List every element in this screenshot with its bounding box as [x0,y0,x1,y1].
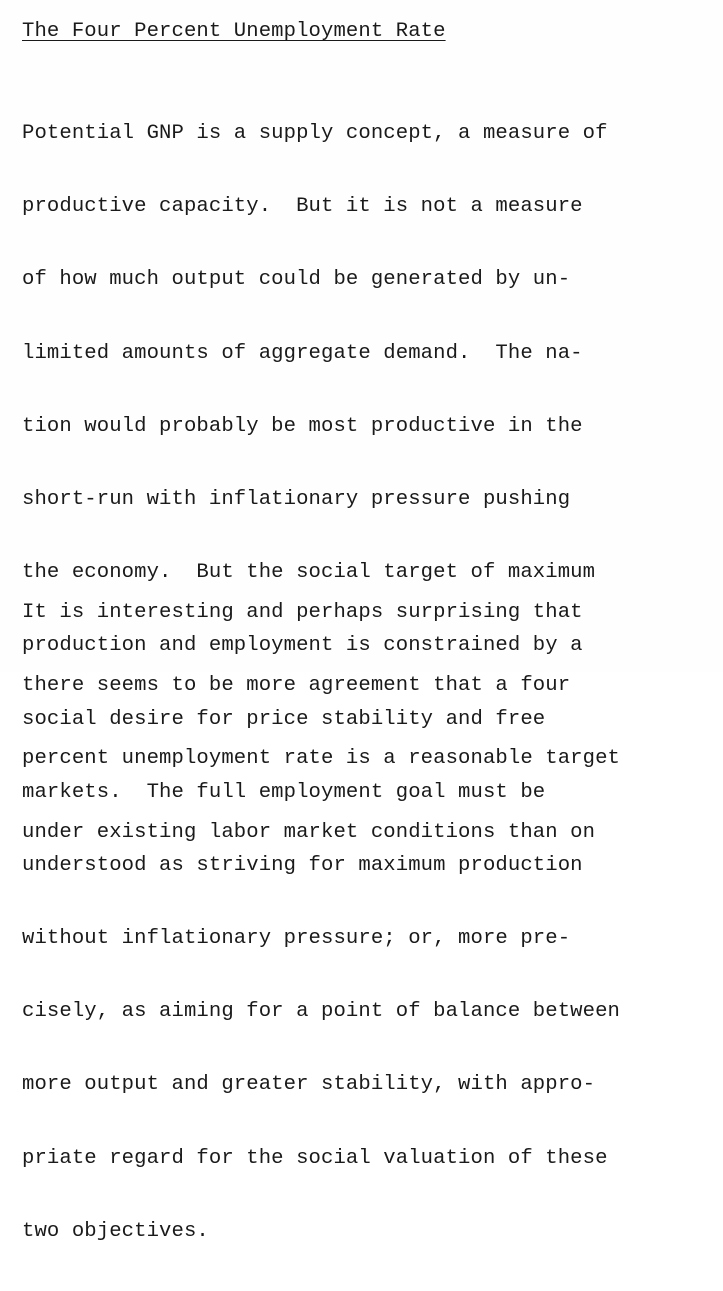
text-line: two objectives. [22,1219,209,1243]
text-line: there seems to be more agreement that a four [22,674,571,698]
paragraph-2 [22,553,620,892]
text-line: the economy. But the social target of maximum [22,561,596,585]
text-line: short-run with inflationary pressure pushing [22,487,571,511]
text-line: percent unemployment rate is a reasonable target [22,747,620,771]
text-line: productive capacity. But it is not a measure [22,195,583,219]
text-line: understood as striving for maximum production [22,853,583,877]
section-title: The Four Percent Unemployment Rate [22,20,446,43]
text-line: Potential GNP is a supply concept, a measure of [22,122,608,145]
text-line: tion would probably be most productive in the [22,414,583,438]
text-line: of how much output could be generated by un- [22,268,571,292]
text-line: under existing labor market conditions than on [22,820,596,844]
text-line: priate regard for the social valuation of these [22,1146,608,1170]
text-line: It is interesting and perhaps surprising that [22,601,583,624]
text-line: production and employment is constrained by a [22,634,583,658]
text-line: social desire for price stability and free [22,707,546,731]
text-line: cisely, as aiming for a point of balance between [22,1000,620,1024]
text-line: limited amounts of aggregate demand. The na- [22,341,583,365]
text-line: more output and greater stability, with appro- [22,1073,596,1097]
text-line: without inflationary pressure; or, more pre- [22,927,571,951]
text-line: markets. The full employment goal must be [22,780,546,804]
